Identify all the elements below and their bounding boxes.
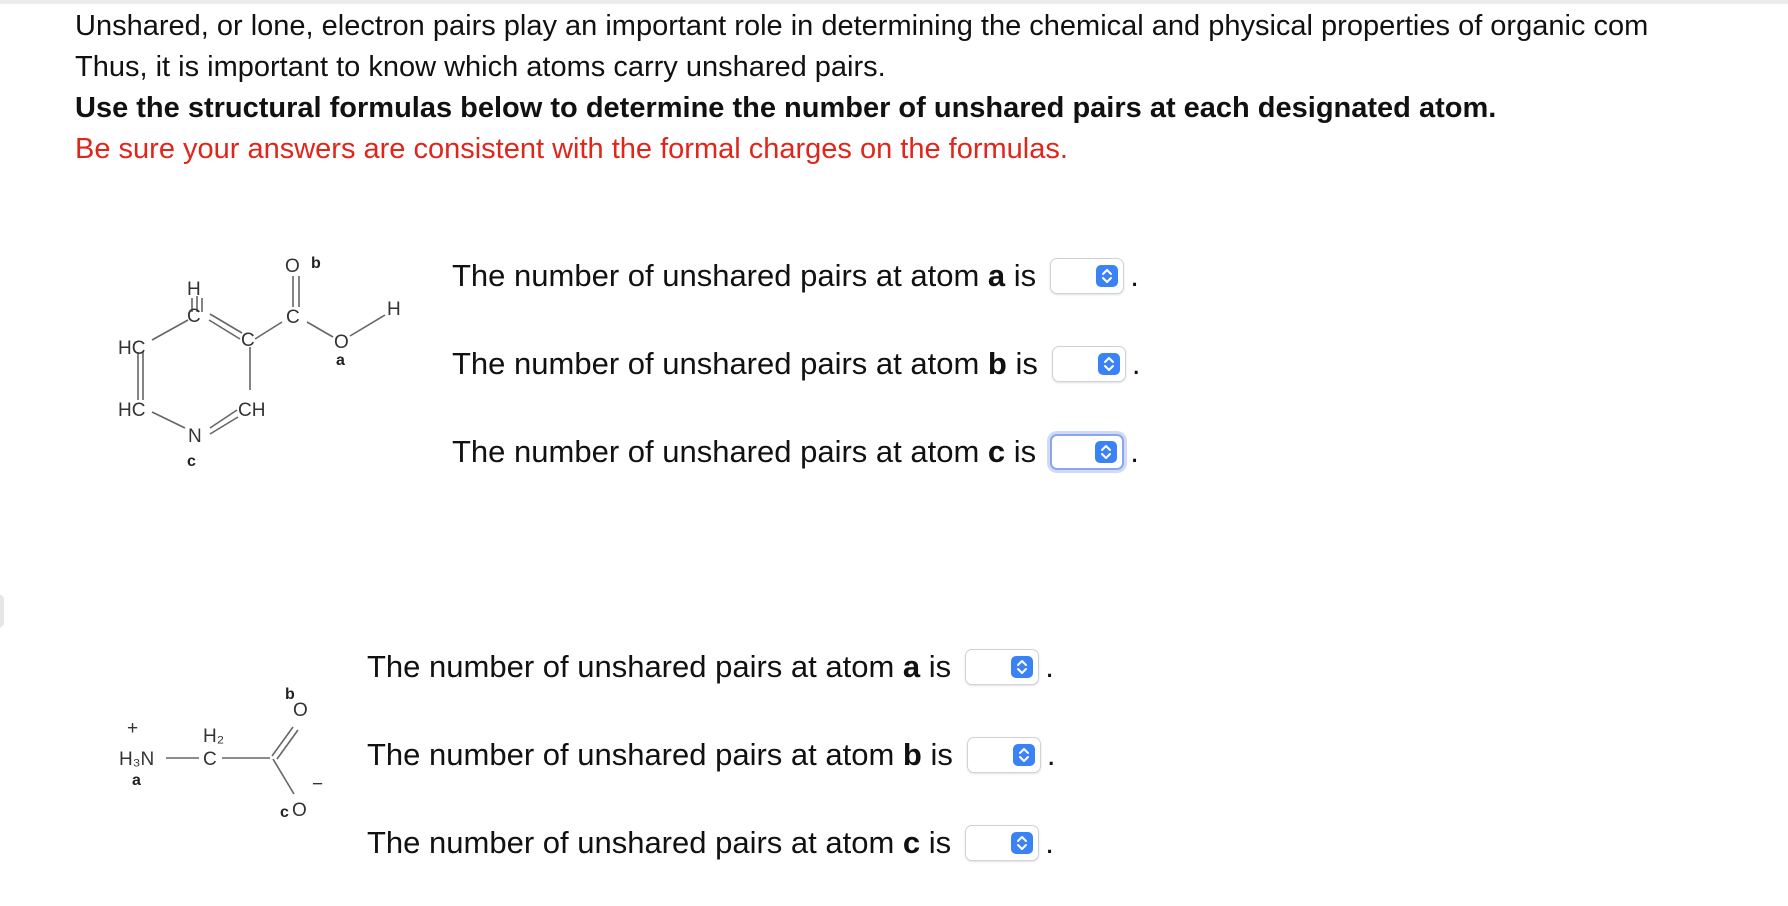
warning-text: Be sure your answers are consistent with the formal charges on the formulas.	[75, 133, 1068, 165]
mol1-atom-c-top: C	[187, 306, 201, 327]
up-down-chevron-icon	[1098, 353, 1120, 375]
instruction-text: Use the structural formulas below to determine the number of unshared pairs at each designated atom.	[75, 92, 1497, 124]
question-text: The number of unshared pairs at atom	[367, 737, 895, 772]
mol2-question-c	[367, 823, 1054, 863]
intro-text	[75, 6, 1788, 170]
question-suffix: is	[928, 825, 952, 860]
mol2-atom-h3n: H₃N	[119, 749, 155, 770]
question-text: The number of unshared pairs at atom	[452, 346, 980, 381]
mol2-question-b	[367, 735, 1056, 775]
mol1-atom-o-carbonyl: O	[285, 256, 300, 277]
question-text: The number of unshared pairs at atom	[367, 825, 895, 860]
question-suffix: is	[928, 649, 952, 684]
question-suffix: is	[930, 737, 953, 772]
mol1-question-a	[452, 256, 1139, 296]
atom-letter: b	[987, 346, 1007, 381]
mol2-label-a: a	[132, 772, 141, 789]
mol1-question-b	[452, 344, 1141, 384]
mol2-question-a	[367, 647, 1054, 687]
mol1-atom-c-right: C	[241, 330, 255, 351]
molecule-2-structure	[110, 672, 350, 842]
mol1-atom-hc-upper: HC	[118, 338, 146, 359]
question-suffix: is	[1013, 258, 1037, 293]
molecule-1-structure	[110, 250, 420, 480]
intro-line-2: Thus, it is important to know which atoms carry unshared pairs.	[75, 51, 886, 83]
period: .	[1045, 825, 1054, 860]
mol1-atom-n: N	[188, 426, 202, 447]
mol1-atom-c-carbonyl: C	[286, 307, 300, 328]
mol2-answer-select-c[interactable]	[965, 825, 1039, 861]
mol2-answer-select-b[interactable]	[967, 737, 1041, 773]
up-down-chevron-icon	[1011, 832, 1033, 854]
question-suffix: is	[1015, 346, 1038, 381]
mol2-minus-charge: −	[312, 774, 324, 795]
mol1-answer-select-b[interactable]	[1052, 346, 1126, 382]
atom-letter: c	[987, 434, 1006, 469]
top-divider	[0, 0, 1788, 4]
mol2-label-c: c	[280, 804, 289, 821]
intro-line-1: Unshared, or lone, electron pairs play an important role in determining the chemical and physical properties of organic com	[75, 10, 1649, 42]
atom-letter: c	[902, 825, 921, 860]
mol1-question-c	[452, 432, 1139, 472]
mol2-label-b: b	[285, 686, 295, 703]
question-text: The number of unshared pairs at atom	[452, 258, 980, 293]
period: .	[1046, 737, 1056, 772]
period: .	[1130, 434, 1139, 469]
mol1-atom-h-top: H	[187, 279, 201, 300]
mol2-plus-charge: +	[127, 718, 139, 739]
mol2-atom-c: C	[203, 749, 217, 770]
mol2-atom-h2: H₂	[203, 726, 225, 747]
atom-letter: a	[987, 258, 1006, 293]
mol1-atom-h-end: H	[387, 299, 401, 320]
question-suffix: is	[1013, 434, 1037, 469]
period: .	[1130, 258, 1139, 293]
mol1-atom-hc-lower: HC	[118, 400, 146, 421]
atom-letter: b	[902, 737, 922, 772]
mol1-answer-select-c[interactable]	[1050, 434, 1124, 470]
up-down-chevron-icon	[1096, 265, 1118, 287]
period: .	[1131, 346, 1141, 381]
mol1-atom-o-ester: O	[334, 332, 349, 353]
mol1-atom-ch: CH	[238, 400, 266, 421]
mol2-atom-o-bottom: O	[292, 800, 307, 821]
mol1-label-c: c	[187, 453, 196, 470]
up-down-chevron-icon	[1011, 656, 1033, 678]
mol2-answer-select-a[interactable]	[965, 649, 1039, 685]
mol2-atom-o-top: O	[293, 700, 308, 721]
question-text: The number of unshared pairs at atom	[367, 649, 895, 684]
up-down-chevron-icon	[1013, 744, 1035, 766]
left-edge-tab	[0, 594, 4, 628]
period: .	[1045, 649, 1054, 684]
mol1-answer-select-a[interactable]	[1050, 258, 1124, 294]
question-text: The number of unshared pairs at atom	[452, 434, 980, 469]
atom-letter: a	[902, 649, 921, 684]
up-down-chevron-icon	[1095, 441, 1117, 463]
mol1-label-b: b	[311, 255, 321, 272]
mol1-label-a: a	[336, 352, 345, 369]
